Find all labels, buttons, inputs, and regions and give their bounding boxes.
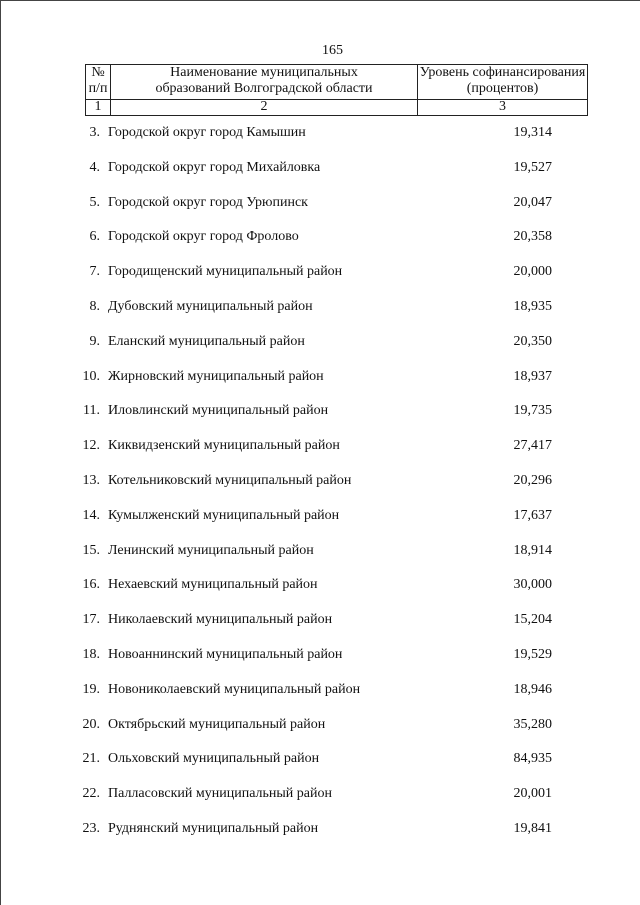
row-number: 4. — [89, 159, 100, 175]
table-row — [0, 157, 640, 192]
row-name: Нехаевский муниципальный район — [108, 577, 318, 593]
row-name: Еланский муниципальный район — [108, 333, 305, 349]
header-name-line2: образований Волгоградской области — [155, 81, 373, 96]
column-number-cell: 3 — [418, 100, 588, 116]
row-value: 19,314 — [513, 125, 552, 140]
table-row — [0, 783, 640, 818]
table-row — [0, 192, 640, 227]
row-value: 19,527 — [513, 159, 552, 175]
page-edge-top — [0, 0, 640, 1]
row-value: 30,000 — [513, 577, 552, 593]
table-row — [0, 435, 640, 470]
row-name: Ленинский муниципальный район — [108, 542, 314, 558]
row-number: 13. — [82, 472, 100, 488]
table-row — [0, 540, 640, 575]
row-value: 18,937 — [513, 368, 552, 384]
row-name: Жирновский муниципальный район — [108, 368, 324, 384]
column-number-cell: 1 — [86, 100, 111, 116]
row-number: 6. — [89, 229, 100, 245]
row-number: 22. — [82, 786, 100, 802]
row-number: 21. — [82, 751, 100, 767]
row-number: 17. — [82, 612, 100, 628]
row-name: Котельниковский муниципальный район — [108, 472, 352, 488]
row-name: Новоаннинский муниципальный район — [108, 646, 343, 662]
row-number: 23. — [82, 820, 100, 836]
row-name: Иловлинский муниципальный район — [108, 403, 329, 419]
table-row — [0, 122, 640, 157]
table-row — [0, 748, 640, 783]
table-row — [0, 644, 640, 679]
row-value: 20,047 — [513, 194, 552, 210]
table-row — [0, 505, 640, 540]
row-value: 17,637 — [513, 507, 552, 523]
row-number: 19. — [82, 681, 100, 697]
row-name: Городищенский муниципальный район — [108, 264, 343, 280]
table-row — [0, 261, 640, 296]
header-name-line1: Наименование муниципальных — [170, 65, 358, 80]
row-value: 19,735 — [513, 403, 552, 419]
row-name: Дубовский муниципальный район — [108, 298, 313, 314]
column-number-row — [86, 100, 588, 116]
row-number: 8. — [89, 298, 100, 314]
header-number-line1: № — [91, 65, 105, 80]
row-value: 20,358 — [513, 229, 552, 245]
page-number: 165 — [322, 43, 343, 58]
table-row — [0, 609, 640, 644]
header-cell-level — [418, 65, 588, 100]
row-name: Николаевский муниципальный район — [108, 612, 333, 628]
row-value: 18,914 — [513, 542, 552, 558]
column-number-cell: 2 — [111, 100, 418, 116]
row-number: 15. — [82, 542, 100, 558]
table-row — [0, 818, 640, 853]
row-name: Кумылженский муниципальный район — [108, 507, 340, 523]
row-value: 84,935 — [513, 751, 552, 767]
row-value: 20,350 — [513, 333, 552, 349]
row-number: 5. — [89, 194, 100, 210]
table-body — [0, 122, 640, 853]
row-number: 12. — [82, 438, 100, 454]
row-name: Городской округ город Фролово — [108, 229, 299, 245]
row-number: 20. — [82, 716, 100, 732]
row-name: Палласовский муниципальный район — [108, 786, 332, 802]
row-name: Ольховский муниципальный район — [108, 751, 320, 767]
row-name: Руднянский муниципальный район — [108, 820, 319, 836]
row-value: 19,841 — [513, 820, 552, 836]
table-row — [0, 366, 640, 401]
table-row — [0, 226, 640, 261]
row-name: Городской округ город Урюпинск — [108, 194, 308, 210]
table-row — [0, 679, 640, 714]
row-number: 3. — [89, 125, 100, 140]
header-level-line2: (процентов) — [466, 81, 539, 96]
table-header — [85, 64, 588, 116]
row-name: Городской округ город Михайловка — [108, 159, 321, 175]
row-value: 35,280 — [513, 716, 552, 732]
table-row — [0, 296, 640, 331]
row-number: 18. — [82, 646, 100, 662]
row-value: 27,417 — [513, 438, 552, 454]
row-number: 16. — [82, 577, 100, 593]
row-value: 20,296 — [513, 472, 552, 488]
table-row — [0, 574, 640, 609]
row-value: 20,001 — [513, 786, 552, 802]
row-value: 20,000 — [513, 264, 552, 280]
table-row — [0, 470, 640, 505]
row-number: 9. — [89, 333, 100, 349]
row-value: 18,946 — [513, 681, 552, 697]
header-cell-number — [86, 65, 111, 100]
row-name: Новониколаевский муниципальный район — [108, 681, 361, 697]
row-number: 10. — [82, 368, 100, 384]
row-value: 18,935 — [513, 298, 552, 314]
row-value: 15,204 — [513, 612, 552, 628]
header-cell-name — [111, 65, 418, 100]
row-name: Киквидзенский муниципальный район — [108, 438, 340, 454]
row-name: Городской округ город Камышин — [108, 125, 306, 140]
header-row — [86, 65, 588, 100]
row-number: 7. — [89, 264, 100, 280]
table-row — [0, 714, 640, 749]
table-row — [0, 331, 640, 366]
row-number: 14. — [82, 507, 100, 523]
row-name: Октябрьский муниципальный район — [108, 716, 326, 732]
table-row — [0, 400, 640, 435]
row-value: 19,529 — [513, 646, 552, 662]
header-number-line2: п/п — [88, 81, 108, 96]
header-level-line1: Уровень софинансирования — [419, 65, 586, 80]
row-number: 11. — [83, 403, 100, 419]
